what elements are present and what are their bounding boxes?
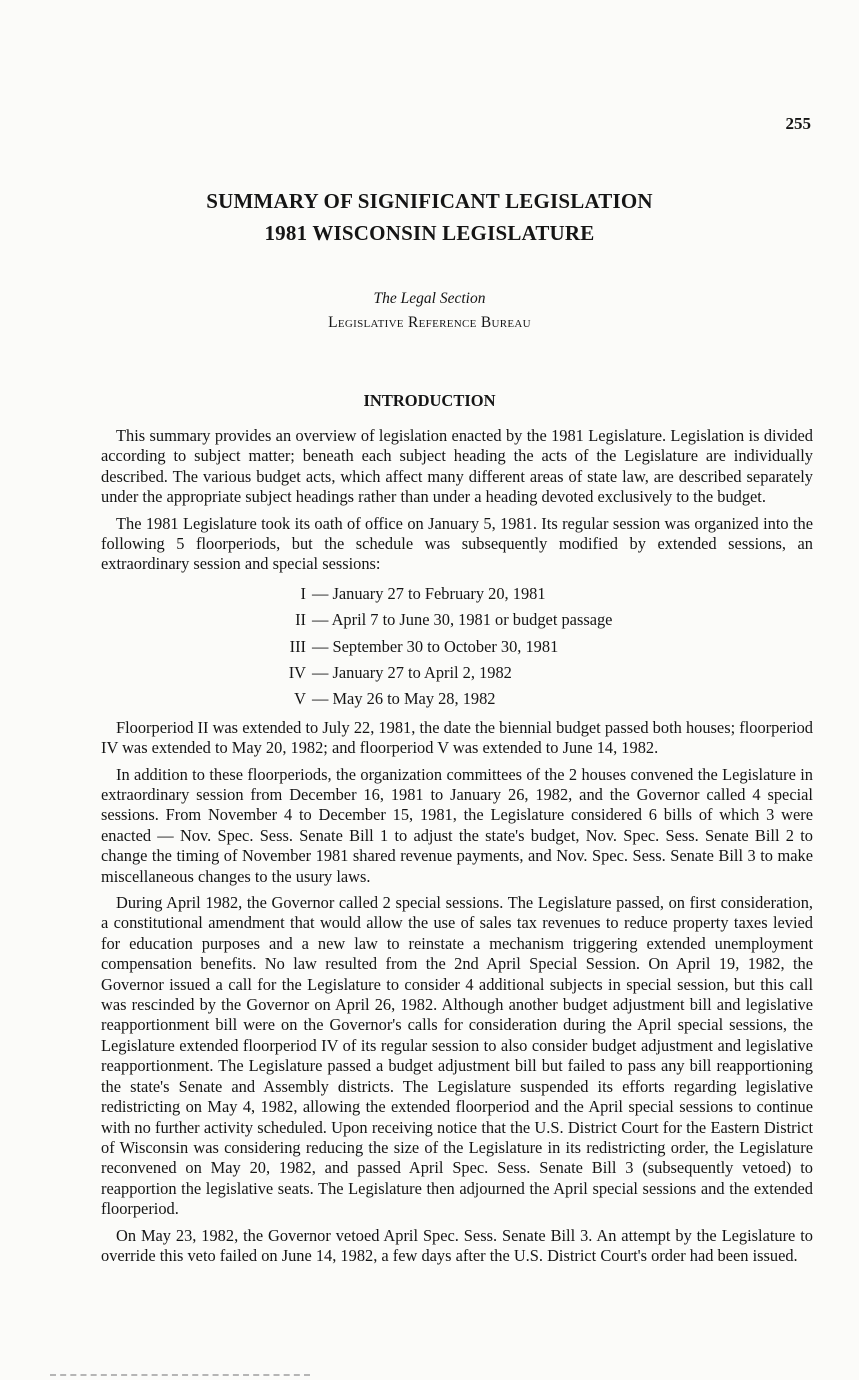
paragraph-special-sessions: In addition to these floorperiods, the organization committees of the 2 houses convened the Legislature in extraordinary session from December 16, 1981 to January 26, 1982, and the Governor called 4 special sessions. From November 4 to December 15, 1981, the Legislature considered 6 bills of which 3 were enacted — Nov. Spec. Sess. Senate Bill 1 to adjust the state's budget, Nov. Spec. Sess. Senate Bill 2 to change the timing of November 1981 shared revenue payments, and Nov. Spec. Sess. Senate Bill 3 to make miscellaneous changes to the usury laws. (101, 764, 813, 886)
author-block (0, 287, 859, 335)
floorperiod-schedule (101, 581, 813, 713)
floorperiod-dates: — April 7 to June 30, 1981 or budget passage (312, 610, 613, 630)
title-line-1: SUMMARY OF SIGNIFICANT LEGISLATION (206, 189, 653, 213)
page-number: 255 (785, 114, 811, 133)
paragraph-veto: On May 23, 1982, the Governor vetoed April Spec. Sess. Senate Bill 3. An attempt by the Legislature to override this veto failed on June 14, 1982, a few days after the U.S. District Court's order had been issued. (101, 1225, 813, 1265)
floorperiod-item (101, 686, 813, 712)
floorperiod-numeral: II (295, 610, 306, 630)
floorperiod-item (101, 634, 813, 660)
introduction-heading: INTRODUCTION (363, 391, 496, 410)
scan-artifact-divider (50, 1374, 310, 1378)
floorperiod-dates: — January 27 to February 20, 1981 (312, 583, 546, 603)
paragraph-oath: The 1981 Legislature took its oath of office on January 5, 1981. Its regular session was organized into the following 5 floorperiods, but the schedule was subsequently modified by extended sessions, an extraordinary session and special sessions: (101, 513, 813, 574)
paragraph-april-sessions: During April 1982, the Governor called 2 special sessions. The Legislature passed, on first consideration, a constitutional amendment that would allow the use of sales tax revenues to reduce property taxes levied for education purposes and a new law to reinstate a mechanism triggering extended unemployment compensation benefits. No law resulted from the 2nd April Special Session. On April 19, 1982, the Governor issued a call for the Legislature to consider 4 additional subjects in special session, but this call was rescinded by the Governor on April 26, 1982. Although another budget adjustment bill and legislative reapportionment bill were on the Governor's calls for consideration during the April special sessions, the Legislature extended floorperiod IV of its regular session to also consider budget adjustment and legislative reapportionment. The Legislature passed a budget adjustment bill but failed to pass any bill reapportioning the state's Senate and Assembly districts. The Legislature suspended its efforts regarding legislative redistricting on May 4, 1982, allowing the extended floorperiod and the April special sessions to continue with no further activity scheduled. Upon receiving notice that the U.S. District Court for the Eastern District of Wisconsin was considering reducing the size of the Legislature in its redistricting order, the Legislature reconvened on May 20, 1982, and passed April Spec. Sess. Senate Bill 3 (subsequently vetoed) to reapportion the legislative seats. The Legislature then adjourned the April special sessions and the extended floorperiod. (101, 893, 813, 1219)
floorperiod-numeral: V (294, 689, 306, 709)
paragraph-overview: This summary provides an overview of legislation enacted by the 1981 Legislature. Legislation is divided according to subject matter; beneath each subject heading the acts of the Legislature are individually described. The various budget acts, which affect many different areas of state law, are described separately under the appropriate subject headings rather than under a heading devoted exclusively to the budget. (101, 426, 813, 507)
floorperiod-dates: — January 27 to April 2, 1982 (312, 663, 512, 683)
floorperiod-item (101, 581, 813, 607)
author-section: The Legal Section (373, 290, 486, 307)
floorperiod-dates: — September 30 to October 30, 1981 (312, 636, 559, 656)
author-bureau: Legislative Reference Bureau (328, 314, 531, 331)
title-line-2: 1981 WISCONSIN LEGISLATURE (264, 221, 595, 245)
body-text (101, 426, 813, 1272)
floorperiod-numeral: I (300, 583, 306, 603)
floorperiod-numeral: IV (288, 663, 306, 683)
floorperiod-dates: — May 26 to May 28, 1982 (312, 689, 496, 709)
floorperiod-item (101, 607, 813, 633)
page-title (0, 185, 859, 249)
floorperiod-numeral: III (289, 636, 306, 656)
paragraph-extensions: Floorperiod II was extended to July 22, 1981, the date the biennial budget passed both houses; floorperiod IV was extended to May 20, 1982; and floorperiod V was extended to June 14, 1982. (101, 717, 813, 758)
floorperiod-item (101, 660, 813, 686)
